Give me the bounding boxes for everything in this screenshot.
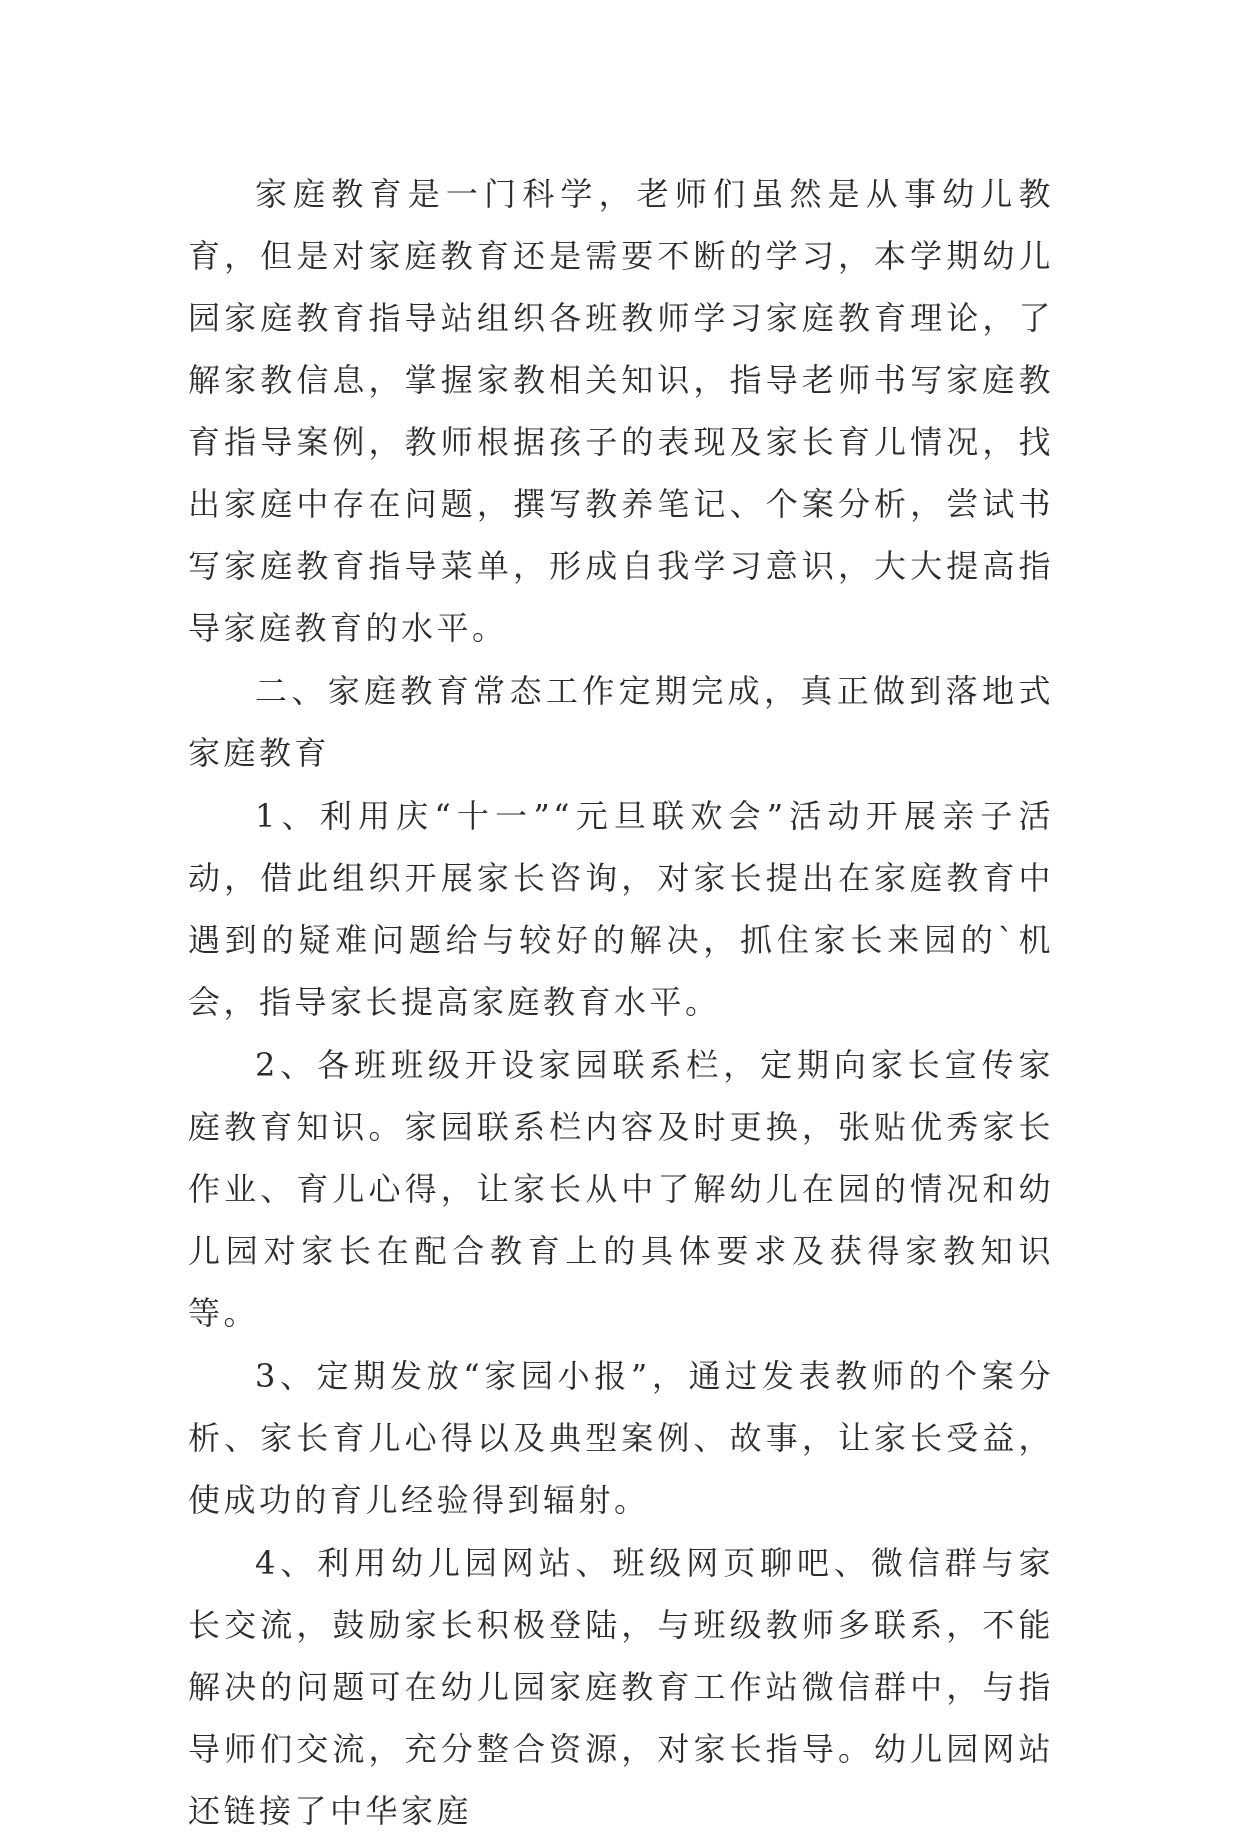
list-item-3: 3、定期发放“家园小报”，通过发表教师的个案分析、家长育儿心得以及典型案例、故事，让家长受益，使成功的育儿经验得到辐射。	[188, 1357, 1054, 1519]
paragraph-intro: 家庭教育是一门科学，老师们虽然是从事幼儿教育，但是对家庭教育还是需要不断的学习，本学期幼儿园家庭教育指导站组织各班教师学习家庭教育理论，了解家教信息，掌握家教相关知识，指导老师书写家庭教育指导案例，教师根据孩子的表现及家长育儿情况，找出家庭中存在问题，撰写教养笔记、个案分析，尝试书写家庭教育指导菜单，形成自我学习意识，大大提高指导家庭教育的水平。	[188, 175, 1054, 647]
section-heading: 二、家庭教育常态工作定期完成，真正做到落地式家庭教育	[188, 672, 1054, 772]
list-item-4: 4、利用幼儿园网站、班级网页聊吧、微信群与家长交流，鼓励家长积极登陆，与班级教师多联系，不能解决的问题可在幼儿园家庭教育工作站微信群中，与指导师们交流，充分整合资源，对家长指导。幼儿园网站还链接了中华家庭	[188, 1544, 1054, 1830]
list-item-2: 2、各班班级开设家园联系栏，定期向家长宣传家庭教育知识。家园联系栏内容及时更换，张贴优秀家长作业、育儿心得，让家长从中了解幼儿在园的情况和幼儿园对家长在配合教育上的具体要求及获得家教知识等。	[188, 1046, 1054, 1332]
list-item-1: 1、利用庆“十一”“元旦联欢会”活动开展亲子活动，借此组织开展家长咨询，对家长提出在家庭教育中遇到的疑难问题给与较好的解决，抓住家长来园的`机会，指导家长提高家庭教育水平。	[188, 797, 1054, 1021]
document-body	[188, 163, 1054, 1842]
